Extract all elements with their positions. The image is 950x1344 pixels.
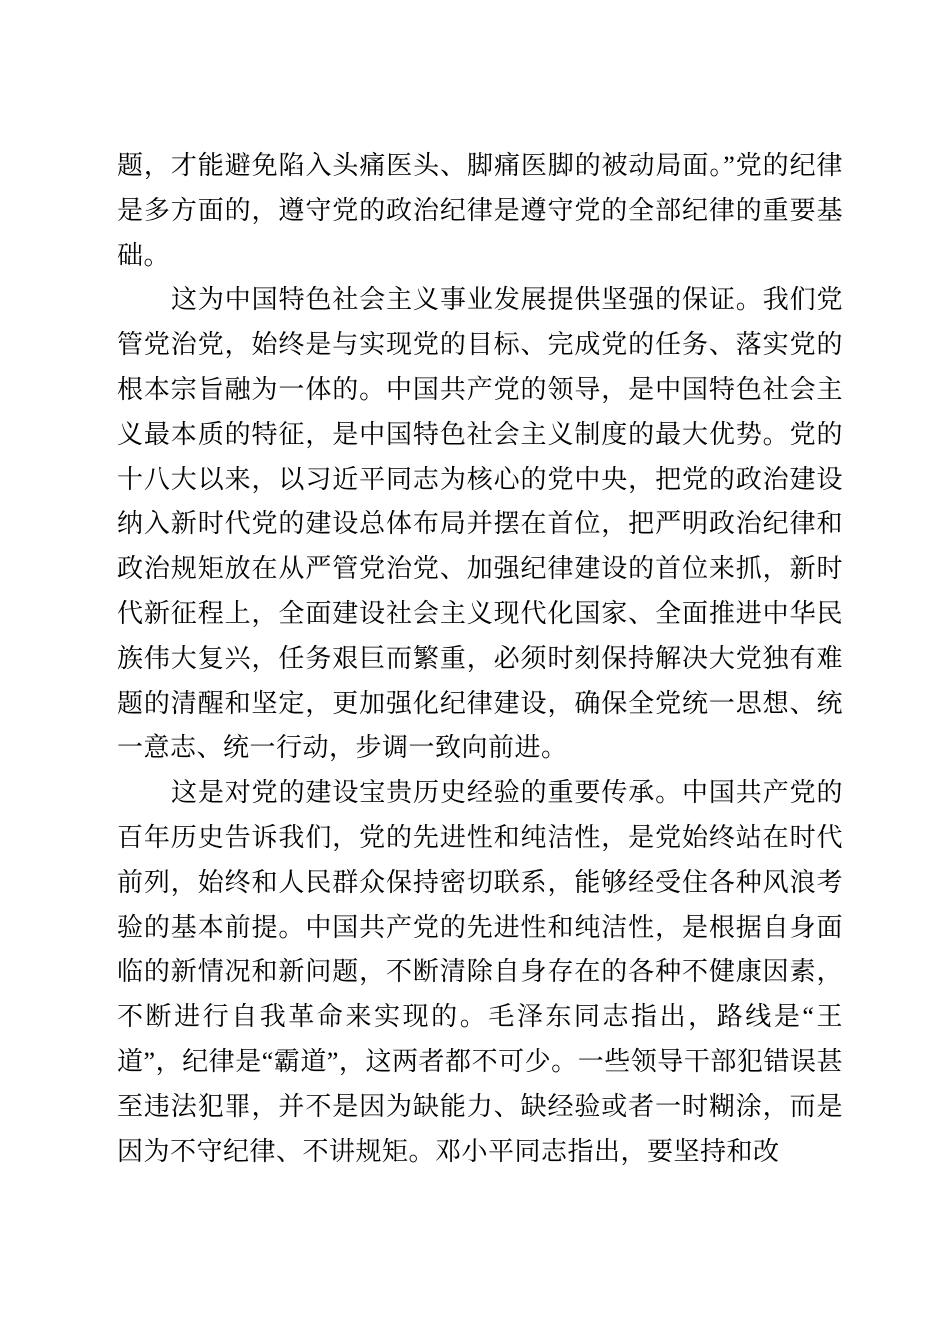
paragraph-2: 这为中国特色社会主义事业发展提供坚强的保证。我们党管党治党，始终是与实现党的目标、完成党的任务、落实党的根本宗旨融为一体的。中国共产党的领导，是中国特色社会主义最本质的特征，是中国特色社会主义制度的最大优势。党的十八大以来，以习近平同志为核心的党中央，把党的政治建设纳入新时代党的建设总体布局并摆在首位，把严明政治纪律和政治规矩放在从严管党治党、加强纪律建设的首位来抓，新时代新征程上，全面建设社会主义现代化国家、全面推进中华民族伟大复兴，任务艰巨而繁重，必须时刻保持解决大党独有难题的清醒和坚定，更加强化纪律建设，确保全党统一思想、统一意志、统一行动，步调一致向前进。 [117,285,843,763]
document-body [117,144,843,1174]
paragraph-continuation: 题，才能避免陷入头痛医头、脚痛医脚的被动局面。”党的纪律是多方面的，遵守党的政治纪律是遵守党的全部纪律的重要基础。 [117,151,843,270]
paragraph-3: 这是对党的建设宝贵历史经验的重要传承。中国共产党的百年历史告诉我们，党的先进性和纯洁性，是党始终站在时代前列，始终和人民群众保持密切联系，能够经受住各种风浪考验的基本前提。中国共产党的先进性和纯洁性，是根据自身面临的新情况和新问题，不断清除自身存在的各种不健康因素，不断进行自我革命来实现的。毛泽东同志指出，路线是“王道”，纪律是“霸道”，这两者都不可少。一些领导干部犯错误甚至违法犯罪，并不是因为缺能力、缺经验或者一时糊涂，而是因为不守纪律、不讲规矩。邓小平同志指出，要坚持和改 [117,778,843,1166]
